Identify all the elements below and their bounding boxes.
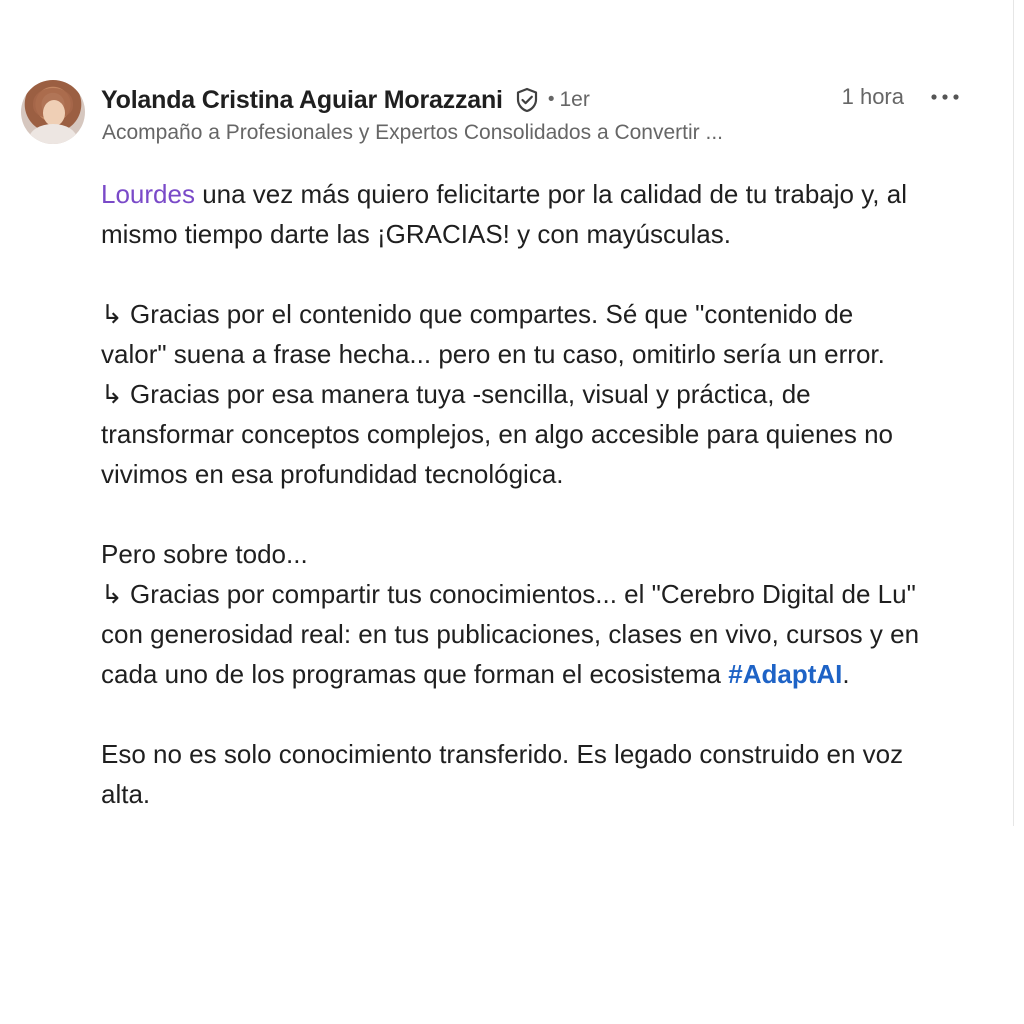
- comment-line: vivimos en esa profundidad tecnológica.: [101, 459, 564, 489]
- comment-line: alta.: [101, 779, 151, 809]
- avatar-face: [43, 100, 65, 126]
- comment-line: transformar conceptos complejos, en algo accesible para quienes no: [101, 419, 894, 449]
- comment-line: Pero sobre todo...: [101, 539, 308, 569]
- shield-check-icon: [513, 86, 541, 114]
- comment-line: [101, 654, 1001, 694]
- comment-line: ↳ Gracias por compartir tus conocimientos... el "Cerebro Digital de Lu": [101, 579, 916, 609]
- comment-line: [101, 174, 1001, 214]
- hashtag-link[interactable]: #AdaptAI: [728, 659, 843, 689]
- comment-text: cada uno de los programas que forman el ecosistema: [101, 659, 729, 689]
- comment-line: ↳ Gracias por el contenido que compartes. Sé que "contenido de: [101, 299, 854, 329]
- panel-right-border: [1013, 0, 1014, 826]
- more-horizontal-icon: [930, 93, 960, 101]
- comment-body: [101, 174, 1001, 814]
- paragraph-gap: [101, 694, 1001, 734]
- author-name[interactable]: Yolanda Cristina Aguiar Morazzani: [101, 85, 503, 114]
- author-header: [101, 82, 590, 118]
- paragraph-gap: [101, 254, 1001, 294]
- avatar-shoulder: [29, 124, 77, 144]
- connection-separator: •: [547, 89, 555, 110]
- author-avatar[interactable]: [21, 80, 85, 144]
- comment-line: Eso no es solo conocimiento transferido. Es legado construido en voz: [101, 739, 904, 769]
- paragraph-gap: [101, 494, 1001, 534]
- mention-link[interactable]: Lourdes: [101, 179, 195, 209]
- comment-line: valor" suena a frase hecha... pero en tu caso, omitirlo sería un error.: [101, 339, 885, 369]
- more-options-button[interactable]: [928, 82, 962, 112]
- comment-line: ↳ Gracias por esa manera tuya -sencilla, visual y práctica, de: [101, 379, 811, 409]
- comment-line: con generosidad real: en tus publicaciones, clases en vivo, cursos y en: [101, 619, 920, 649]
- comment-text: una vez más quiero felicitarte por la calidad de tu trabajo y, al: [194, 179, 907, 209]
- comment-text: .: [842, 659, 850, 689]
- comment-line: mismo tiempo darte las ¡GRACIAS! y con mayúsculas.: [101, 219, 731, 249]
- comment-time: 1 hora: [841, 84, 904, 109]
- author-headline[interactable]: Acompaño a Profesionales y Expertos Consolidados a Convertir ...: [102, 121, 723, 144]
- connection-degree: 1er: [559, 88, 590, 111]
